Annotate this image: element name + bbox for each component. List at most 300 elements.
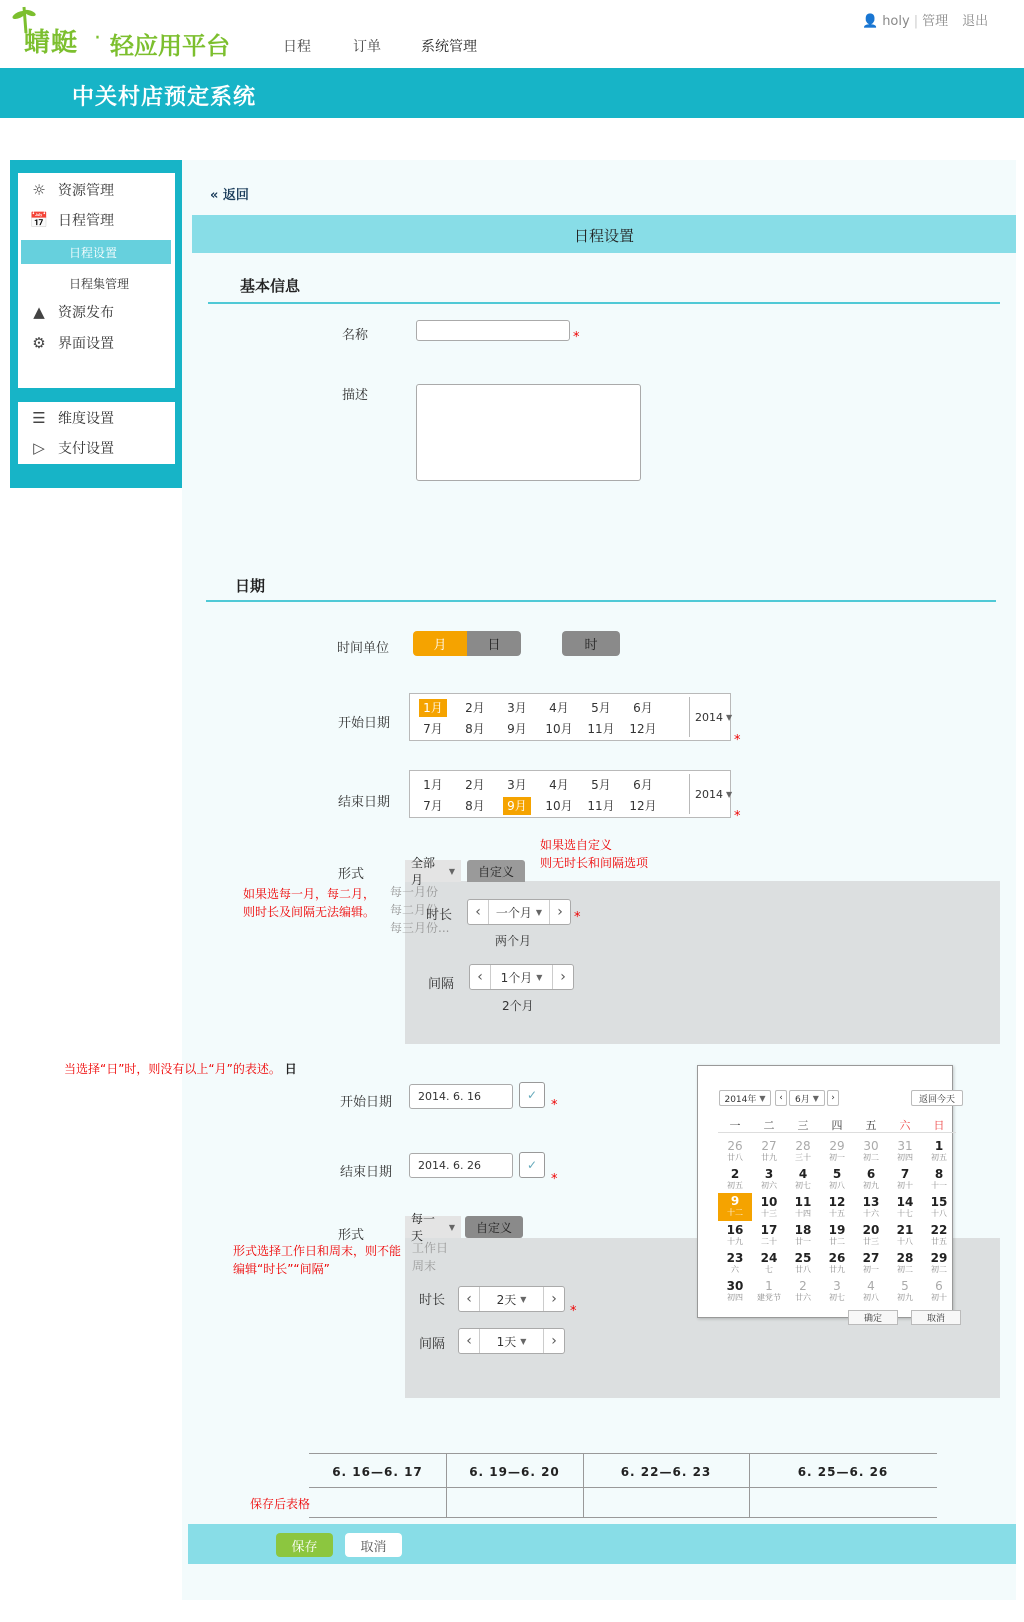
month-cell[interactable]: 7月 (423, 798, 443, 813)
required-mark: * (734, 809, 741, 824)
table-header-cell: 6. 16—6. 17 (332, 1465, 423, 1479)
sidebar-item-label: 日程管理 (58, 213, 114, 229)
month-cell[interactable]: 6月 (633, 700, 653, 715)
lunar-label: 初四 (727, 1293, 743, 1302)
cancel-button[interactable]: 取消 (345, 1533, 402, 1557)
user-box (862, 10, 992, 29)
calendar-day[interactable] (752, 1196, 786, 1218)
caret-down-icon: ▼ (448, 1222, 455, 1232)
lunar-label: 十六 (863, 1209, 879, 1218)
desc-label: 描述 (342, 388, 369, 403)
calendar-day[interactable] (718, 1224, 752, 1246)
lunar-label: 建党节 (757, 1293, 781, 1302)
interval-stepper[interactable] (469, 964, 574, 990)
calendar-day[interactable] (786, 1224, 820, 1246)
month-cell[interactable]: 2月 (465, 700, 485, 715)
note-custom (540, 836, 648, 872)
note-day-form (233, 1242, 401, 1278)
calendar-month: 6月 (795, 1094, 810, 1105)
day-number: 13 (862, 1195, 880, 1209)
day-number: 10 (760, 1195, 778, 1209)
calendar-cancel-button[interactable]: 取消 (911, 1310, 961, 1325)
username[interactable]: holy (882, 14, 910, 29)
duration-label: 时长 (426, 908, 453, 923)
calendar-day[interactable] (888, 1168, 922, 1190)
day-number: 4 (798, 1167, 808, 1181)
lunar-label: 初一 (863, 1265, 879, 1274)
calendar-day[interactable] (854, 1140, 888, 1162)
lunar-label: 六 (731, 1265, 739, 1274)
day-form-select[interactable] (405, 1212, 461, 1243)
day-number: 1 (765, 1279, 773, 1293)
day-form-custom-tab[interactable]: 自定义 (465, 1216, 523, 1238)
calendar-year: 2014年 (724, 1094, 757, 1105)
chevron-left-icon[interactable]: ‹ (466, 1333, 472, 1349)
day-number: 14 (896, 1195, 914, 1209)
lunar-label: 廿六 (795, 1293, 811, 1302)
sidebar-item-label: 资源管理 (58, 183, 114, 199)
form-all-month-select[interactable] (405, 856, 461, 887)
calendar-day[interactable] (922, 1168, 956, 1190)
day-start-label: 开始日期 (340, 1095, 393, 1110)
day-duration-label: 时长 (419, 1293, 446, 1308)
note-day (64, 1060, 297, 1078)
day-number: 1 (934, 1139, 944, 1153)
year-value: 2014 (695, 710, 723, 724)
day-number: 11 (794, 1195, 812, 1209)
month-cell[interactable]: 12月 (629, 721, 657, 736)
lunar-label: 廿一 (795, 1237, 811, 1246)
calendar-day[interactable] (888, 1252, 922, 1274)
lunar-label: 三十 (795, 1153, 811, 1162)
calendar-day[interactable] (786, 1140, 820, 1162)
calendar-day[interactable] (752, 1140, 786, 1162)
calendar-day[interactable] (922, 1280, 956, 1302)
calendar-day[interactable] (820, 1140, 854, 1162)
month-cell[interactable]: 7月 (423, 721, 443, 736)
form-value: 每一天 (411, 1212, 436, 1243)
chevron-left-icon[interactable]: ‹ (477, 969, 483, 985)
calendar-icon[interactable]: ✓ (519, 1082, 545, 1108)
day-number: 23 (726, 1251, 744, 1265)
lunar-label: 初六 (761, 1181, 777, 1190)
calendar-day[interactable] (854, 1196, 888, 1218)
unit-hour-button[interactable]: 时 (562, 631, 620, 656)
month-cell[interactable]: 9月 (503, 797, 531, 815)
calendar-day[interactable] (854, 1252, 888, 1274)
weekday-label: 三 (797, 1119, 809, 1132)
month-cell[interactable]: 1月 (419, 699, 447, 717)
calendar-day[interactable] (820, 1280, 854, 1302)
day-number: 17 (760, 1223, 778, 1237)
sidebar-item-schedule[interactable] (30, 210, 114, 230)
chevron-right-icon[interactable]: › (827, 1090, 839, 1106)
calendar-weekdays (718, 1117, 956, 1133)
lunar-label: 初七 (829, 1293, 845, 1302)
sidebar-item-label: 维度设置 (58, 411, 114, 427)
name-label: 名称 (342, 328, 369, 343)
month-cell[interactable]: 10月 (545, 798, 573, 813)
back-link[interactable]: « 返回 (210, 188, 249, 203)
day-number: 18 (794, 1223, 812, 1237)
separator: | (913, 14, 919, 29)
lunar-label: 初二 (863, 1153, 879, 1162)
weekday-label: 四 (831, 1119, 843, 1132)
calendar-day[interactable] (752, 1280, 786, 1302)
lunar-label: 二十 (761, 1237, 777, 1246)
day-number: 8 (934, 1167, 944, 1181)
calendar-day[interactable] (922, 1224, 956, 1246)
calendar-day[interactable] (888, 1224, 922, 1246)
month-cell[interactable]: 11月 (587, 721, 615, 736)
lunar-label: 廿五 (931, 1237, 947, 1246)
day-number: 28 (795, 1139, 811, 1153)
day-number: 3 (833, 1279, 841, 1293)
lunar-label: 初九 (897, 1293, 913, 1302)
sidebar-sub-schedule-set[interactable]: 日程集管理 (69, 277, 130, 291)
calendar-day[interactable] (786, 1168, 820, 1190)
required-mark: * (734, 733, 741, 748)
day-number: 4 (867, 1279, 875, 1293)
calendar-ok-button[interactable]: 确定 (848, 1310, 898, 1325)
lunar-label: 十八 (931, 1209, 947, 1218)
time-unit-label: 时间单位 (337, 641, 390, 656)
month-cell[interactable]: 4月 (549, 700, 569, 715)
divider (208, 302, 1000, 304)
calendar-day[interactable] (718, 1252, 752, 1274)
menu-icon: ☰ (32, 409, 46, 427)
month-cell[interactable]: 3月 (507, 700, 527, 715)
caret-down-icon: ▼ (726, 712, 733, 722)
nav-orders[interactable]: 订单 (353, 39, 381, 55)
lunar-label: 十九 (727, 1237, 743, 1246)
caret-down-icon: ▼ (812, 1093, 819, 1103)
lunar-label: 七 (765, 1265, 773, 1274)
lunar-label: 初九 (863, 1181, 879, 1190)
day-number: 26 (727, 1139, 743, 1153)
divider (718, 1132, 956, 1133)
calendar-today-button[interactable]: 返回今天 (911, 1090, 963, 1106)
upload-icon: ▲ (33, 303, 45, 321)
chevron-left-icon[interactable]: ‹ (466, 1291, 472, 1307)
calendar-icon: 📅 (29, 211, 49, 229)
calendar-day[interactable] (786, 1252, 820, 1274)
end-date-label: 结束日期 (338, 795, 391, 810)
day-number: 20 (862, 1223, 880, 1237)
caret-down-icon: ▼ (759, 1093, 766, 1103)
sidebar-item-label: 界面设置 (58, 336, 114, 352)
calendar-day[interactable] (854, 1224, 888, 1246)
weekday-label: 二 (763, 1119, 775, 1132)
day-number: 30 (726, 1279, 744, 1293)
note-tail: 日 (284, 1062, 297, 1076)
month-cell[interactable]: 10月 (545, 721, 573, 736)
day-duration-stepper[interactable] (458, 1286, 565, 1312)
lunar-label: 初四 (897, 1153, 913, 1162)
note-table: 保存后表格 (250, 1497, 311, 1511)
required-mark: * (574, 910, 581, 925)
lunar-label: 廿九 (761, 1153, 777, 1162)
divider (206, 600, 996, 602)
calendar-day[interactable] (922, 1196, 956, 1218)
sidebar-item-interface[interactable] (30, 333, 114, 353)
lunar-label: 廿九 (829, 1265, 845, 1274)
month-cell[interactable]: 9月 (507, 721, 527, 736)
day-number: 5 (832, 1167, 842, 1181)
note-line: 如果选自定义 (540, 838, 613, 852)
day-number: 29 (930, 1251, 948, 1265)
day-end-label: 结束日期 (340, 1165, 393, 1180)
table-line (309, 1487, 937, 1488)
calendar-days (718, 1137, 956, 1305)
desc-textarea[interactable] (416, 384, 641, 481)
calendar-day[interactable] (854, 1280, 888, 1302)
sidebar-item-dimension[interactable] (30, 408, 114, 428)
lunar-label: 初八 (863, 1293, 879, 1302)
calendar-day[interactable] (922, 1140, 956, 1162)
day-number: 22 (930, 1223, 948, 1237)
lunar-label: 初七 (795, 1181, 811, 1190)
month-cell[interactable]: 3月 (507, 777, 527, 792)
day-number: 29 (829, 1139, 845, 1153)
lunar-label: 初十 (897, 1181, 913, 1190)
sidebar-item-payment[interactable] (30, 438, 114, 458)
day-number: 12 (828, 1195, 846, 1209)
lunar-label: 初一 (829, 1153, 845, 1162)
calendar-day[interactable] (820, 1168, 854, 1190)
lunar-label: 十三 (761, 1209, 777, 1218)
calendar-month-select[interactable] (789, 1090, 825, 1106)
lunar-label: 廿八 (795, 1265, 811, 1274)
day-number: 27 (862, 1251, 880, 1265)
form-value: 全部月 (411, 856, 436, 887)
calendar-day[interactable] (752, 1168, 786, 1190)
day-number: 7 (900, 1167, 910, 1181)
page-title: 日程设置 (573, 227, 634, 245)
month-cell[interactable]: 8月 (465, 721, 485, 736)
unit-day-button[interactable]: 日 (467, 631, 521, 656)
end-year-select[interactable] (689, 774, 732, 814)
day-number: 6 (935, 1279, 943, 1293)
table-header-cell: 6. 19—6. 20 (469, 1465, 560, 1479)
section-basic-info: 基本信息 (240, 277, 301, 295)
logo-name: 蜻蜓 (24, 28, 79, 58)
caret-down-icon: ▼ (520, 1294, 527, 1304)
month-cell[interactable]: 4月 (549, 777, 569, 792)
note-line: 如果选每一月，每二月， (243, 887, 376, 901)
start-month-grid (413, 697, 678, 739)
interval-value: 1个月 (500, 970, 533, 985)
weekday-label: 一 (729, 1119, 741, 1132)
cog-icon: ⚙ (32, 334, 46, 352)
form-option[interactable]: 每二月份 (390, 903, 439, 917)
day-number: 26 (828, 1251, 846, 1265)
sidebar-item-resource[interactable] (30, 180, 114, 200)
caret-down-icon: ▼ (448, 866, 455, 876)
table-header-cell: 6. 22—6. 23 (620, 1465, 712, 1479)
calendar-day[interactable] (888, 1280, 922, 1302)
month-cell[interactable]: 6月 (633, 777, 653, 792)
calendar-day[interactable] (752, 1252, 786, 1274)
duration-value: 一个月 (495, 905, 532, 920)
duration-alt-option[interactable]: 两个月 (495, 934, 532, 948)
calendar-icon[interactable]: ✓ (519, 1152, 545, 1178)
lunar-label: 十二 (727, 1208, 743, 1217)
lunar-label: 初五 (931, 1153, 947, 1162)
caret-down-icon: ▼ (520, 1336, 527, 1346)
note-line: 形式选择工作日和周末，则不能 (233, 1244, 402, 1258)
day-number: 25 (794, 1251, 812, 1265)
required-mark: * (570, 1304, 577, 1319)
day-number: 3 (764, 1167, 774, 1181)
form-option[interactable]: 每三月份... (390, 921, 450, 935)
form-option[interactable]: 周末 (412, 1259, 437, 1273)
calendar-day[interactable] (786, 1196, 820, 1218)
calendar-day[interactable] (752, 1224, 786, 1246)
chevron-right-icon[interactable]: › (557, 904, 563, 920)
day-interval-stepper[interactable] (458, 1328, 565, 1354)
calendar-day[interactable] (820, 1224, 854, 1246)
duration-stepper[interactable] (467, 899, 571, 925)
required-mark: * (551, 1098, 558, 1113)
lunar-label: 廿三 (863, 1237, 879, 1246)
calendar-day[interactable] (854, 1168, 888, 1190)
month-cell[interactable]: 5月 (591, 777, 611, 792)
logo-subtitle: 轻应用平台 (110, 32, 230, 60)
section-date: 日期 (235, 577, 266, 595)
sidebar-item-publish[interactable] (30, 302, 114, 322)
table-col-line (446, 1453, 447, 1517)
day-number: 5 (901, 1279, 909, 1293)
table-line (309, 1517, 937, 1518)
weekday-label: 五 (865, 1119, 877, 1132)
month-cell[interactable]: 2月 (465, 777, 485, 792)
chevron-left-icon[interactable]: ‹ (775, 1090, 787, 1106)
day-number: 19 (828, 1223, 846, 1237)
day-number: 28 (896, 1251, 914, 1265)
logo-dot: · (94, 26, 101, 51)
form-custom-tab[interactable]: 自定义 (467, 860, 525, 882)
lunar-label: 十八 (897, 1237, 913, 1246)
name-input[interactable] (416, 320, 570, 341)
form-option[interactable]: 每一月份 (390, 885, 439, 899)
year-value: 2014 (695, 787, 723, 801)
day-number: 27 (761, 1139, 777, 1153)
caret-down-icon: ▼ (536, 972, 543, 982)
start-date-label: 开始日期 (338, 716, 391, 731)
lunar-label: 初二 (897, 1265, 913, 1274)
day-number: 6 (866, 1167, 876, 1181)
month-cell[interactable]: 12月 (629, 798, 657, 813)
day-number: 24 (760, 1251, 778, 1265)
note-each-month (243, 885, 375, 921)
calendar-year-select[interactable] (719, 1090, 771, 1106)
month-cell[interactable]: 11月 (587, 798, 615, 813)
lunar-label: 十四 (795, 1209, 811, 1218)
day-number: 9 (730, 1194, 740, 1208)
chevron-right-icon[interactable]: › (551, 1333, 557, 1349)
note-line: 当选择“日”时，则没有以上“月”的表述。 (64, 1062, 281, 1076)
lunar-label: 初二 (931, 1265, 947, 1274)
duration-value: 2天 (496, 1292, 517, 1307)
calendar-day[interactable] (820, 1196, 854, 1218)
banner-title: 中关村店预定系统 (72, 85, 257, 110)
table-line (309, 1453, 937, 1454)
tag-icon: ▷ (33, 439, 45, 457)
unit-month-button[interactable]: 月 (413, 631, 467, 656)
calendar-day[interactable] (888, 1140, 922, 1162)
note-line: 则无时长和间隔选项 (540, 856, 649, 870)
day-number: 21 (896, 1223, 914, 1237)
day-end-input[interactable]: 2014. 6. 26 (409, 1153, 513, 1178)
day-number: 30 (863, 1139, 879, 1153)
weekday-label: 日 (933, 1119, 945, 1132)
logout-link[interactable]: 退出 (962, 14, 989, 29)
month-cell[interactable]: 5月 (591, 700, 611, 715)
month-cell[interactable]: 8月 (465, 798, 485, 813)
start-year-select[interactable] (689, 697, 732, 737)
chevron-right-icon[interactable]: › (560, 969, 566, 985)
calendar-day[interactable] (718, 1140, 752, 1162)
weekday-label: 六 (899, 1119, 911, 1132)
required-mark: * (573, 330, 580, 345)
calendar-day[interactable] (718, 1193, 752, 1221)
day-number: 2 (730, 1167, 740, 1181)
calendar-day[interactable] (888, 1196, 922, 1218)
chevron-left-icon[interactable]: ‹ (475, 904, 481, 920)
day-interval-label: 间隔 (419, 1337, 446, 1352)
lunar-label: 初五 (727, 1181, 743, 1190)
nav-system[interactable]: 系统管理 (421, 39, 477, 55)
chevron-right-icon[interactable]: › (551, 1291, 557, 1307)
lunar-label: 十七 (897, 1209, 913, 1218)
day-start-input[interactable]: 2014. 6. 16 (409, 1084, 513, 1109)
user-icon: 👤 (862, 14, 879, 29)
note-line: 则时长及间隔无法编辑。 (243, 905, 376, 919)
interval-value: 1天 (496, 1334, 517, 1349)
gear-icon: ☼ (32, 181, 46, 199)
sidebar-item-label: 支付设置 (58, 441, 114, 457)
form-option[interactable]: 工作日 (412, 1241, 449, 1255)
day-number: 15 (930, 1195, 948, 1209)
day-form-options (412, 1239, 448, 1275)
lunar-label: 初八 (829, 1181, 845, 1190)
nav-schedule[interactable]: 日程 (283, 39, 311, 55)
required-mark: * (551, 1172, 558, 1187)
table-col-line (749, 1453, 750, 1517)
interval-alt-option[interactable]: 2个月 (502, 999, 534, 1013)
calendar-day[interactable] (820, 1252, 854, 1274)
manage-link[interactable]: 管理 (922, 14, 949, 29)
interval-label: 间隔 (428, 977, 455, 992)
calendar-day[interactable] (718, 1168, 752, 1190)
calendar-day[interactable] (718, 1280, 752, 1302)
calendar-day[interactable] (922, 1252, 956, 1274)
lunar-label: 十五 (829, 1209, 845, 1218)
lunar-label: 十一 (931, 1181, 947, 1190)
save-button[interactable]: 保存 (276, 1533, 333, 1557)
caret-down-icon: ▼ (726, 789, 733, 799)
caret-down-icon: ▼ (535, 907, 543, 917)
month-cell[interactable]: 1月 (423, 777, 443, 792)
day-number: 31 (897, 1139, 913, 1153)
lunar-label: 廿八 (727, 1153, 743, 1162)
day-number: 16 (726, 1223, 744, 1237)
day-form-label: 形式 (338, 1228, 365, 1243)
day-number: 2 (799, 1279, 807, 1293)
sidebar-sub-schedule-settings[interactable]: 日程设置 (69, 246, 118, 260)
calendar-day[interactable] (786, 1280, 820, 1302)
